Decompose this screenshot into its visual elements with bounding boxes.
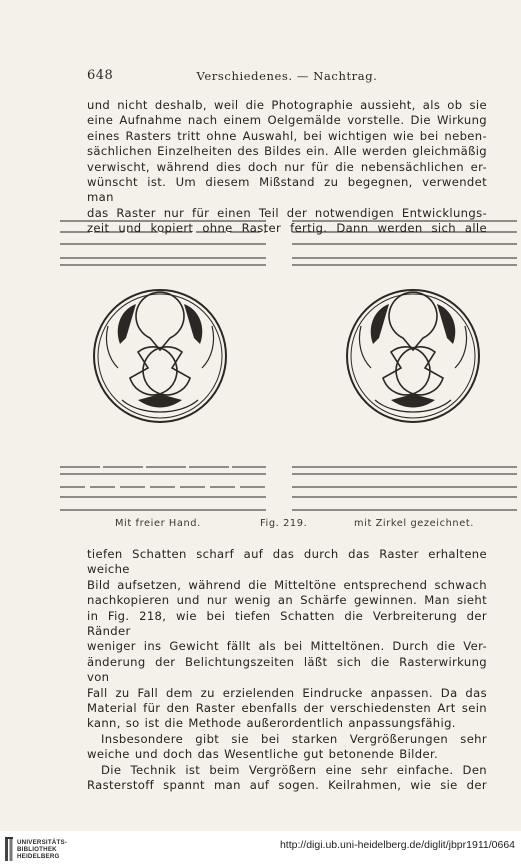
figure-drawing (56, 218, 521, 518)
text-line: weiche und doch das Wesentliche gut betonende Bilder. (87, 747, 439, 762)
text-line: verwischt, während dies doch nur für die nebensächlichen er- (87, 159, 487, 174)
rule-lines-bottom (60, 467, 517, 510)
text-line: nachkopieren und nur wenig an Schärfe gewinnen. Man sieht (87, 593, 487, 608)
text-line: Rasterstoff spannt man auf sogen. Keilrahmen, wie sie der (87, 778, 487, 793)
paragraph-top (87, 98, 487, 237)
text-line: Material für den Raster ebenfalls der verschiedensten Art sein (87, 701, 487, 716)
text-line: eines Rasters tritt ohne Auswahl, bei wichtigen wie bei neben- (87, 128, 487, 143)
running-title: Verschiedenes. — Nachtrag. (196, 69, 378, 83)
caption-freehand: Mit freier Hand. (115, 518, 201, 529)
caption-figure-number: Fig. 219. (260, 518, 308, 529)
library-logo[interactable] (4, 836, 84, 864)
figure-219 (56, 218, 521, 518)
source-url-link[interactable]: http://digi.ub.uni-heidelberg.de/diglit/jbpr1911/0664 (279, 839, 515, 851)
text-line: tiefen Schatten scharf auf das durch das Raster erhaltene weiche (87, 547, 487, 577)
text-line: Fall zu Fall dem zu erzielenden Eindrucke anpassen. Da das (87, 685, 487, 700)
text-line: Bild aufsetzen, während die Mitteltöne entsprechend schwach (87, 577, 487, 592)
caption-compass: mit Zirkel gezeichnet. (354, 518, 474, 529)
text-line: sächlichen Einzelheiten des Bildes ein. Alle werden gleichmäßig (87, 144, 487, 159)
footer-bar (0, 831, 521, 868)
trefoil-compass (347, 290, 479, 422)
text-line: und nicht deshalb, weil die Photographie aussieht, als ob sie (87, 98, 487, 112)
library-seal-icon (4, 837, 16, 863)
rule-lines-top (60, 221, 517, 265)
text-line: das Raster nur für einen Teil der notwendigen Entwicklungs- (87, 205, 487, 220)
trefoil-freehand (94, 290, 226, 422)
page-number: 648 (87, 68, 114, 83)
text-line: weniger ins Gewicht fällt als bei Mitteltönen. Durch die Ver- (87, 639, 487, 654)
text-line: änderung der Belichtungszeiten läßt sich die Rasterwirkung von (87, 654, 487, 685)
paragraph-bottom (87, 547, 487, 794)
text-line: in Fig. 218, wie bei tiefen Schatten die Verbreiterung der Ränder (87, 608, 487, 639)
text-line: eine Aufnahme nach einem Oelgemälde vorstelle. Die Wirkung (87, 113, 487, 128)
page-header (87, 68, 487, 86)
text-line: zeit und kopiert ohne Raster fertig. Dann werden sich alle (87, 221, 487, 236)
library-logo-text: UNIVERSITÄTS- BIBLIOTHEK HEIDELBERG (17, 839, 68, 861)
text-line: kann, so ist die Methode außerordentlich anpassungsfähig. (87, 716, 456, 731)
text-line: Insbesondere gibt sie bei starken Vergrößerungen sehr (101, 731, 487, 746)
text-line: wünscht ist. Um diesem Mißstand zu begegnen, verwendet man (87, 175, 487, 205)
text-line: Die Technik ist beim Vergrößern eine sehr einfache. Den (101, 762, 487, 777)
